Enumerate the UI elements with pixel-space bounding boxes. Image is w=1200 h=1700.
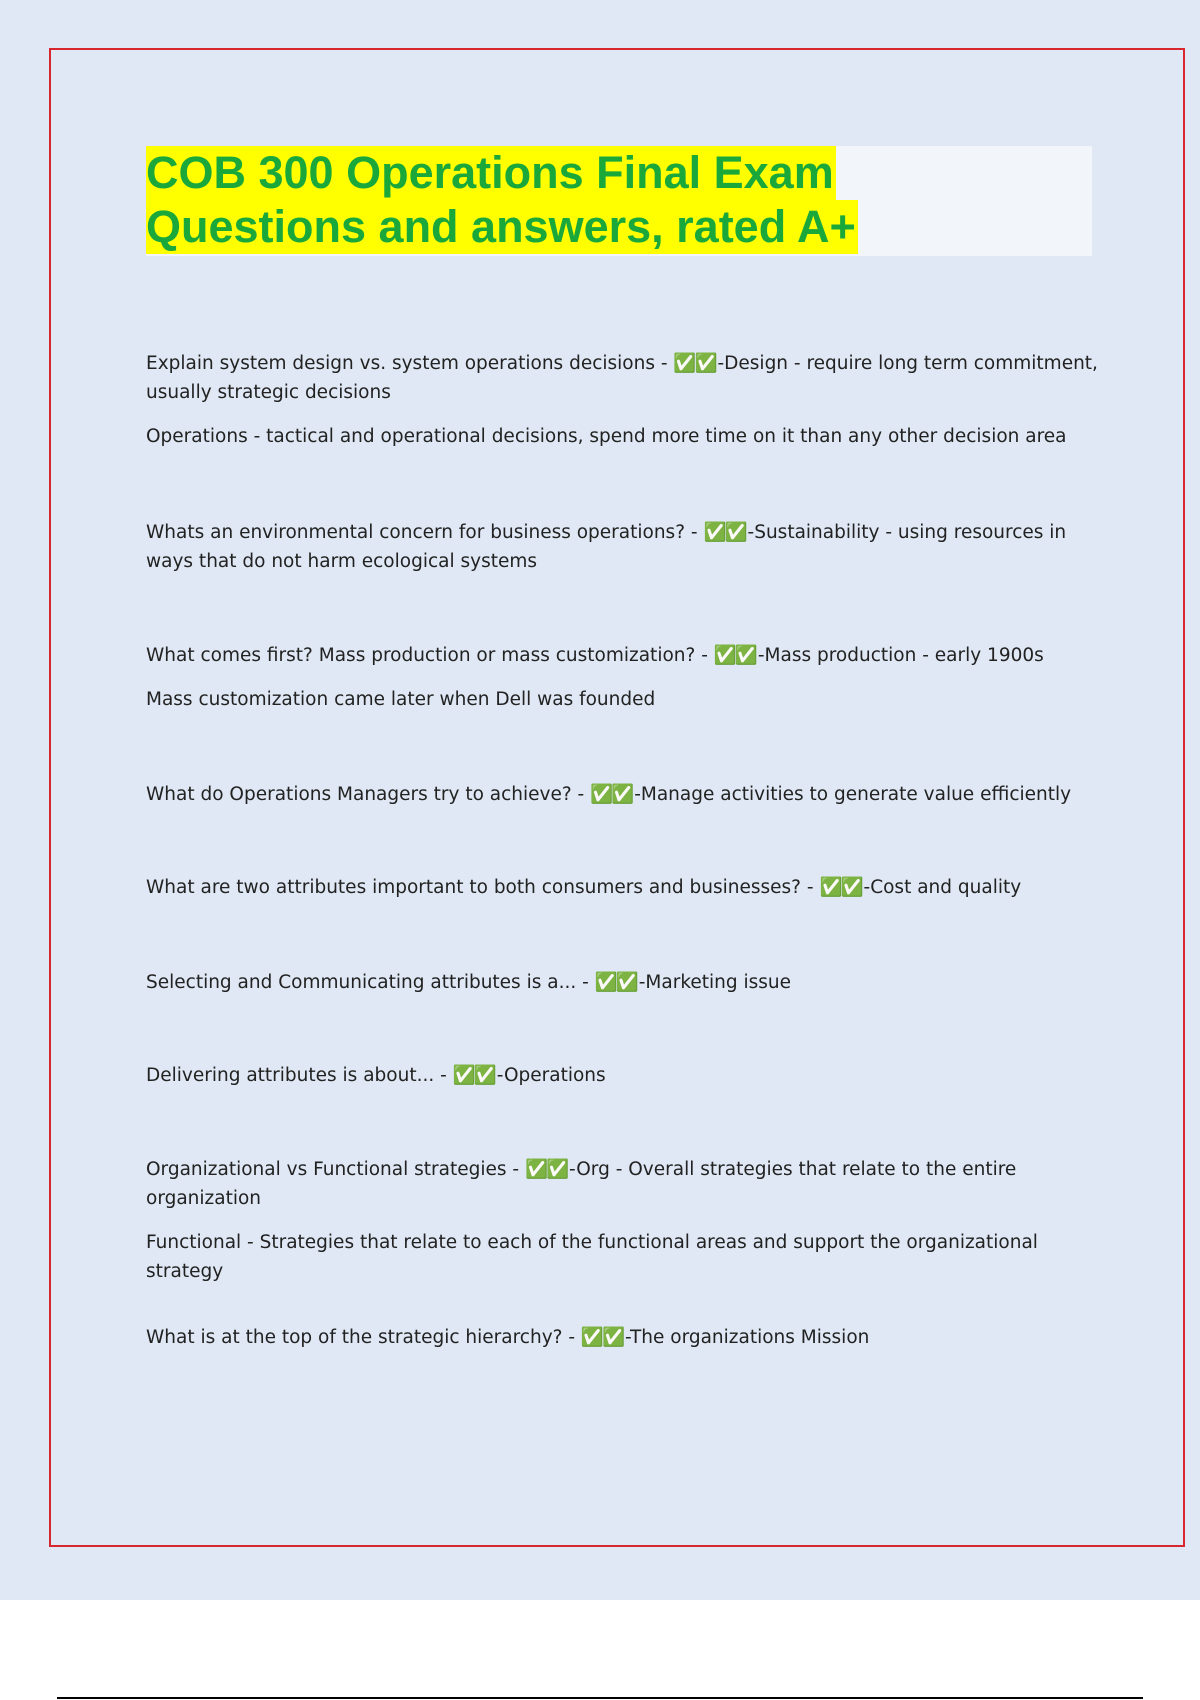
answer-text: -Design - require long term commitment, usually strategic decisions bbox=[146, 353, 1098, 403]
double-check-icon: ✅✅ bbox=[819, 877, 862, 898]
answer-extra: Functional - Strategies that relate to each of the functional areas and support the organizational strategy bbox=[146, 1232, 1038, 1282]
qa-item bbox=[146, 641, 1106, 714]
double-check-icon: ✅✅ bbox=[524, 1159, 568, 1180]
answer-text: -Org - Overall strategies that relate to the entire organization bbox=[146, 1159, 1017, 1209]
question-text: Delivering attributes is about... - bbox=[146, 1065, 453, 1086]
question-text: What are two attributes important to both consumers and businesses? - bbox=[146, 877, 820, 898]
double-check-icon: ✅✅ bbox=[594, 972, 637, 993]
qa-text bbox=[146, 641, 1106, 670]
title-line-2: Questions and answers, rated A+ bbox=[146, 201, 856, 252]
qa-item bbox=[146, 349, 1106, 451]
question-text: What is at the top of the strategic hierarchy? - bbox=[146, 1327, 581, 1348]
double-check-icon: ✅✅ bbox=[452, 1065, 495, 1086]
qa-item bbox=[146, 873, 1106, 902]
qa-item bbox=[146, 780, 1106, 809]
answer-text: -Operations bbox=[496, 1065, 606, 1086]
answer-text: -Manage activities to generate value efficiently bbox=[634, 784, 1072, 805]
double-check-icon: ✅✅ bbox=[703, 522, 746, 543]
answer-text: -The organizations Mission bbox=[624, 1327, 870, 1348]
qa-item bbox=[146, 968, 1106, 997]
question-text: Whats an environmental concern for business operations? - bbox=[146, 522, 704, 543]
question-text: Explain system design vs. system operations decisions - bbox=[146, 353, 674, 374]
answer-text: -Cost and quality bbox=[863, 877, 1022, 898]
qa-text bbox=[146, 780, 1106, 809]
qa-text bbox=[146, 349, 1106, 407]
qa-item bbox=[146, 518, 1106, 576]
title-line-1: COB 300 Operations Final Exam bbox=[146, 147, 834, 198]
double-check-icon: ✅✅ bbox=[590, 784, 633, 805]
qa-text bbox=[146, 968, 1106, 997]
qa-item bbox=[146, 1155, 1106, 1286]
qa-text bbox=[146, 1323, 1106, 1352]
answer-text: -Mass production - early 1900s bbox=[757, 645, 1044, 666]
qa-text bbox=[146, 1155, 1106, 1213]
qa-text bbox=[146, 1061, 1106, 1090]
footer-rule bbox=[57, 1697, 1143, 1699]
qa-text bbox=[146, 873, 1106, 902]
question-text: Selecting and Communicating attributes is a... - bbox=[146, 972, 595, 993]
answer-extra: Mass customization came later when Dell was founded bbox=[146, 689, 656, 710]
double-check-icon: ✅✅ bbox=[580, 1327, 623, 1348]
qa-item bbox=[146, 1061, 1106, 1090]
question-text: What do Operations Managers try to achieve? - bbox=[146, 784, 591, 805]
question-text: Organizational vs Functional strategies - bbox=[146, 1159, 525, 1180]
question-text: What comes first? Mass production or mass customization? - bbox=[146, 645, 714, 666]
answer-text: -Sustainability - using resources in ways that do not harm ecological systems bbox=[146, 522, 1067, 572]
answer-text: -Marketing issue bbox=[638, 972, 792, 993]
qa-item bbox=[146, 1323, 1106, 1352]
answer-extra: Operations - tactical and operational decisions, spend more time on it than any other decision area bbox=[146, 426, 1067, 447]
qa-text bbox=[146, 518, 1106, 576]
double-check-icon: ✅✅ bbox=[673, 353, 716, 374]
document-title bbox=[146, 146, 858, 254]
double-check-icon: ✅✅ bbox=[713, 645, 756, 666]
